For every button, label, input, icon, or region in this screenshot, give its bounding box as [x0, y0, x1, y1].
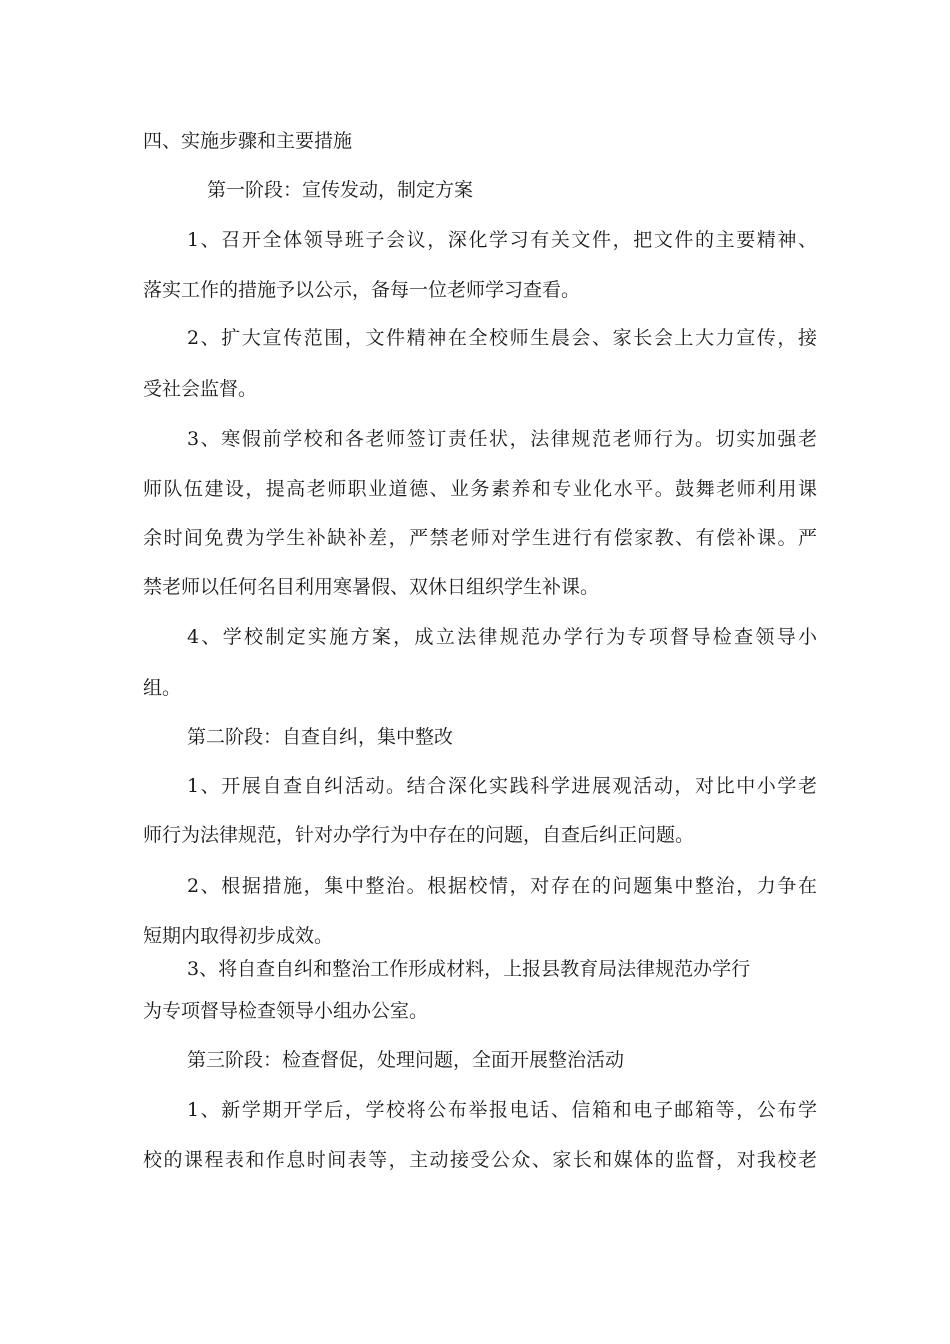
section-heading: 四、实施步骤和主要措施 [143, 130, 353, 152]
stage1-item2-line2: 受社会监督。 [143, 378, 258, 400]
stage1-item4-line2: 组。 [143, 677, 182, 699]
stage1-item3-line4: 禁老师以任何名目利用寒暑假、双休日组织学生补课。 [143, 576, 600, 598]
stage1-heading: 第一阶段：宣传发动，制定方案 [207, 179, 474, 201]
stage2-item2-line1: 2、根据措施，集中整治。根据校情，对存在的问题集中整治，力争在 [187, 875, 817, 897]
stage1-item3-line1: 3、寒假前学校和各老师签订责任状，法律规范老师行为。切实加强老 [187, 428, 817, 450]
stage1-item1-line1: 1、召开全体领导班子会议，深化学习有关文件，把文件的主要精神、 [187, 229, 817, 251]
stage2-item3-line2: 为专项督导检查领导小组办公室。 [143, 1000, 429, 1022]
stage3-heading: 第三阶段：检查督促，处理问题，全面开展整治活动 [187, 1049, 625, 1071]
stage2-item1-line2: 师行为法律规范，针对办学行为中存在的问题，自查后纠正问题。 [143, 824, 695, 846]
stage3-item1-line2: 校的课程表和作息时间表等，主动接受公众、家长和媒体的监督，对我校老 [143, 1149, 817, 1171]
stage3-item1-line1: 1、新学期开学后，学校将公布举报电话、信箱和电子邮箱等，公布学 [187, 1099, 817, 1121]
stage1-item3-line2: 师队伍建设，提高老师职业道德、业务素养和专业化水平。鼓舞老师利用课 [143, 478, 817, 500]
stage1-item1-line2: 落实工作的措施予以公示，备每一位老师学习查看。 [143, 279, 581, 301]
stage2-item2-line2: 短期内取得初步成效。 [143, 925, 334, 947]
stage2-heading: 第二阶段：自查自纠，集中整改 [187, 726, 454, 748]
stage1-item3-line3: 余时间免费为学生补缺补差，严禁老师对学生进行有偿家教、有偿补课。严 [143, 527, 817, 549]
stage2-item1-line1: 1、开展自查自纠活动。结合深化实践科学进展观活动，对比中小学老 [187, 775, 817, 797]
stage1-item2-line1: 2、扩大宣传范围，文件精神在全校师生晨会、家长会上大力宣传，接 [187, 327, 817, 349]
stage1-item4-line1: 4、学校制定实施方案，成立法律规范办学行为专项督导检查领导小 [187, 626, 817, 648]
stage2-item3-line1: 3、将自查自纠和整治工作形成材料，上报县教育局法律规范办学行 [187, 958, 751, 980]
